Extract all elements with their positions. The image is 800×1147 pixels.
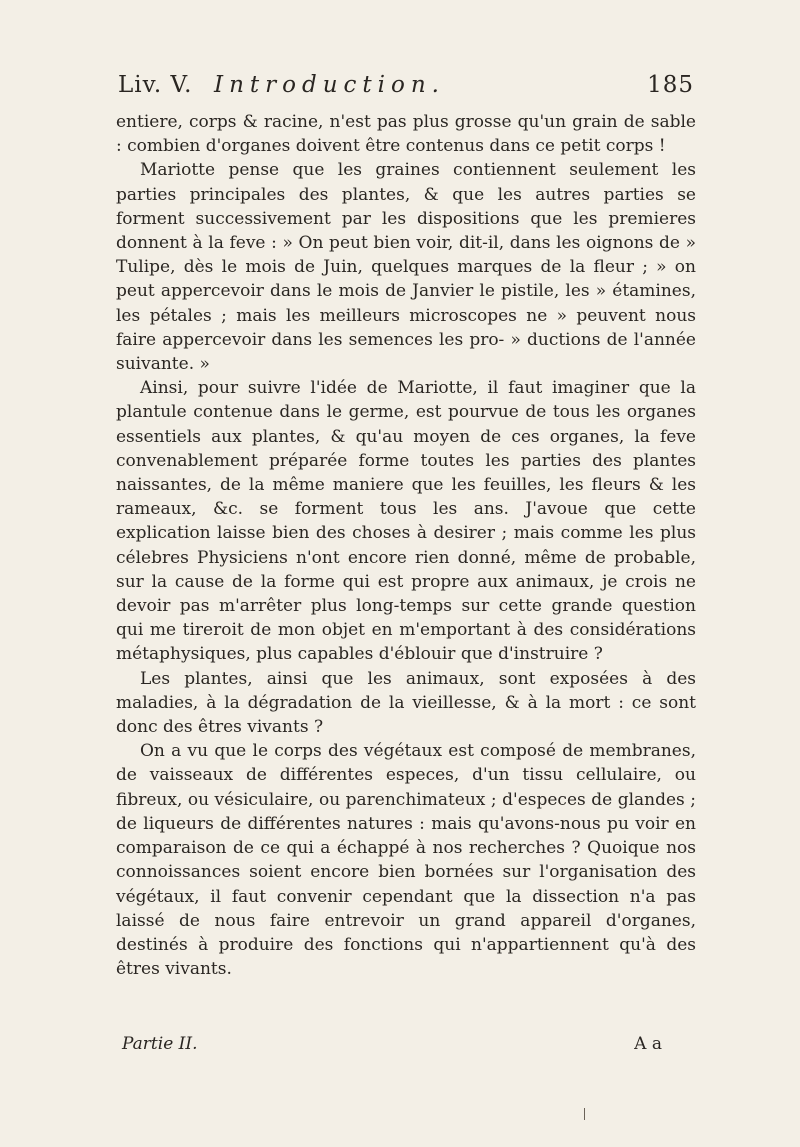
paragraph-vegetaux: On a vu que le corps des végétaux est composé de membranes, de vaisseaux de différentes especes, d'un tissu cellulaire, ou fibreux, ou vésiculaire, ou parenchimateux ; d'especes de glandes ; de liqueurs de différentes natures : mais qu'avons-nous pu voir en comparaison de ce qui a échappé à nos recherches ? Quoique nos connoissances soient encore bien bornées sur l'organisation des végétaux, il faut convenir cependant que la dissection n'a pas laissé de nous faire entrevoir un grand appareil d'organes, destinés à produire des fonctions qui n'appartiennent qu'à des êtres vivants. bbox=[116, 741, 696, 980]
paper-mark bbox=[584, 1108, 585, 1120]
paragraph-mariotte: Mariotte pense que les graines contiennent seulement les parties principales des plantes, & que les autres parties se forment successivement par les dispositions que les premieres donnent à la feve : » On peut bien voir, dit-il, dans les oignons de » Tulipe, dès le mois de Juin, quelques marques de la fleur ; » on peut appercevoir dans le mois de Janvier le pistile, les » étamines, les pétales ; mais les meilleurs microscopes ne » peuvent nous faire appercevoir dans les semences les pro- » ductions de l'année suivante. » bbox=[116, 160, 696, 375]
page-footer bbox=[122, 1034, 662, 1058]
page-number: 185 bbox=[647, 72, 694, 98]
part-signature: Partie II. bbox=[122, 1034, 198, 1054]
running-header bbox=[118, 72, 694, 108]
signature-mark: A a bbox=[634, 1034, 662, 1054]
paragraph-ainsi: Ainsi, pour suivre l'idée de Mariotte, il faut imaginer que la plantule contenue dans le germe, est pourvue de tous les organes essentiels aux plantes, & qu'au moyen de ces organes, la feve convenablement préparée forme toutes les parties des plantes naissantes, de la même maniere que les feuilles, les fleurs & les rameaux, &c. se forment tous les ans. J'avoue que cette explication laisse bien des choses à desirer ; mais comme les plus célebres Physiciens n'ont encore rien donné, même de probable, sur la cause de la forme qui est propre aux animaux, je crois ne devoir pas m'arrêter plus long-temps sur cette grande question qui me tireroit de mon objet en m'emportant à des considérations métaphysiques, plus capables d'éblouir que d'instruire ? bbox=[116, 378, 696, 665]
paragraph-continuation: entiere, corps & racine, n'est pas plus grosse qu'un grain de sable : combien d'organes doivent être contenus dans ce petit corps ! bbox=[116, 112, 696, 157]
body-text bbox=[116, 110, 696, 981]
chapter-title: Introduction. bbox=[214, 72, 445, 98]
paragraph-plantes: Les plantes, ainsi que les animaux, sont exposées à des maladies, à la dégradation de la vieillesse, & à la mort : ce sont donc des êtres vivants ? bbox=[116, 668, 696, 738]
book-section-label: Liv. V. bbox=[118, 72, 193, 98]
